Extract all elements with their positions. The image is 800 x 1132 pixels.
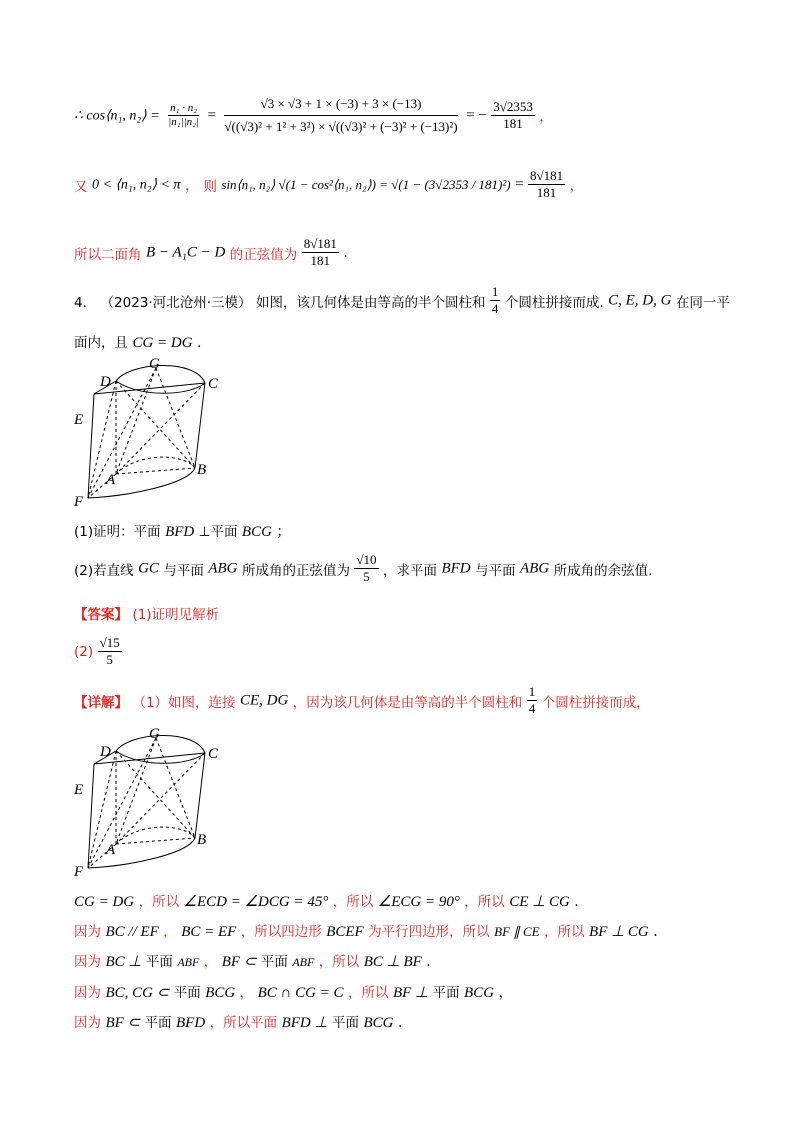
answer-line-2: (2) $\frac{√15}{5}$ — [74, 635, 120, 668]
label-F: F — [74, 864, 84, 878]
cos-formula: ∴ cos⟨n₁, n₂⟩ = $\frac{\text{n₁ · n₂}}{\text{|n₁||n₂|}}$ = $\frac{√3 \times √3 + 1 \times (-3) + 3 \times (-13)}{\text{√((√3)² + 1² + 3²) × √((√3)² + (−3)² + (−13)²)}}$ = − $\frac{3√2353}{181}$ ， — [74, 96, 554, 135]
label-E: E — [74, 782, 84, 798]
proof-line-5: 因为 BF ⊂ 平面 BFD ，所以平面 BFD ⊥ 平面 BCG . — [74, 1015, 403, 1031]
proof-line-1: CG = DG ，所以 ∠ECD = ∠DCG = 45° ，所以 ∠ECG = 90° ，所以 CE ⊥ CG . — [74, 894, 579, 910]
problem-4-fraction: $\frac{1}{4}$ — [491, 284, 499, 317]
proof-line-2: 因为 BC // EF ， BC = EF ，所以四边形 BCEF 为平行四边形，所以 BF ∥ CE ，所以 BF ⊥ CG . — [74, 924, 658, 940]
answer-fraction: $\frac{√15}{5}$ — [99, 635, 120, 668]
geometry-figure-1 — [70, 356, 230, 508]
geometry-figure-2 — [70, 726, 230, 878]
conclusion-line: 所以二面角 B − A₁C − D 的正弦值为 $\frac{8√181}{181}$ . — [74, 236, 348, 269]
cos-result-fraction: $\frac{3√2353}{181}$ — [493, 99, 533, 132]
label-B: B — [197, 462, 207, 478]
proof-line-3: 因为 BC ⊥ 平面 ABF ， BF ⊂ 平面 ABF ，所以 BC ⊥ BF . — [74, 954, 431, 970]
answer-line-1: 【答案】 (1)证明见解析 — [74, 607, 220, 623]
label-D: D — [100, 744, 111, 760]
cos-main-fraction: $\frac{√3 \times √3 + 1 \times (-3) + 3 \times (-13)}{\text{√((√3)² + 1² + 3²) × √((√3)² + (−3)² + (−13)²)}}$ — [224, 96, 458, 135]
detail-fraction: $\frac{1}{4}$ — [528, 684, 536, 717]
label-C: C — [208, 746, 219, 762]
label-D: D — [100, 374, 111, 390]
conclusion-fraction: $\frac{8√181}{181}$ — [303, 236, 337, 269]
part-2-fraction: $\frac{√10}{5}$ — [356, 552, 377, 585]
label-E: E — [74, 412, 84, 428]
sin-formula: 又 0 < ⟨n₁, n₂⟩ < π ， 则 sin⟨n₁, n₂⟩ √(1 − cos²⟨n₁, n₂⟩) = √(1 − (3√2353 / 181)²) = $\frac{8√181}{181}$ ， — [74, 168, 584, 201]
label-A: A — [106, 472, 116, 488]
label-G: G — [149, 356, 160, 372]
detail-line: 【详解】 （1）如图，连接 CE, DG ，因为该几何体是由等高的半个圆柱和 $\frac{1}{4}$ 个圆柱拼接而成， — [74, 684, 650, 717]
sin-result-fraction: $\frac{8√181}{181}$ — [529, 168, 564, 201]
label-C: C — [208, 376, 219, 392]
problem-4-line1: 4． （2023·河北沧州·三模） 如图，该几何体是由等高的半个圆柱和 $\frac{1}{4}$ 个圆柱拼接而成. C, E, D, G 在同一平 — [74, 284, 730, 317]
problem-4-line2: 面内，且 CG = DG . — [74, 335, 202, 351]
label-G: G — [149, 726, 160, 742]
label-F: F — [74, 494, 84, 508]
label-A: A — [106, 842, 116, 858]
part-2: (2)若直线 GC 与平面 ABG 所成角的正弦值为 $\frac{√10}{5}$ ，求平面 BFD 与平面 ABG 所成角的余弦值. — [74, 552, 653, 585]
proof-line-4: 因为 BC, CG ⊂ 平面 BCG ， BC ∩ CG = C ，所以 BF ⊥ 平面 BCG ， — [74, 985, 513, 1001]
part-1: (1)证明：平面 BFD ⊥平面 BCG ； — [74, 524, 291, 540]
cos-prefix: ∴ cos⟨n₁, n₂⟩ = — [74, 108, 160, 124]
cos-mid-fraction: $\frac{\text{n₁ · n₂}}{\text{|n₁||n₂|}}$ — [168, 101, 199, 129]
label-B: B — [197, 832, 207, 848]
